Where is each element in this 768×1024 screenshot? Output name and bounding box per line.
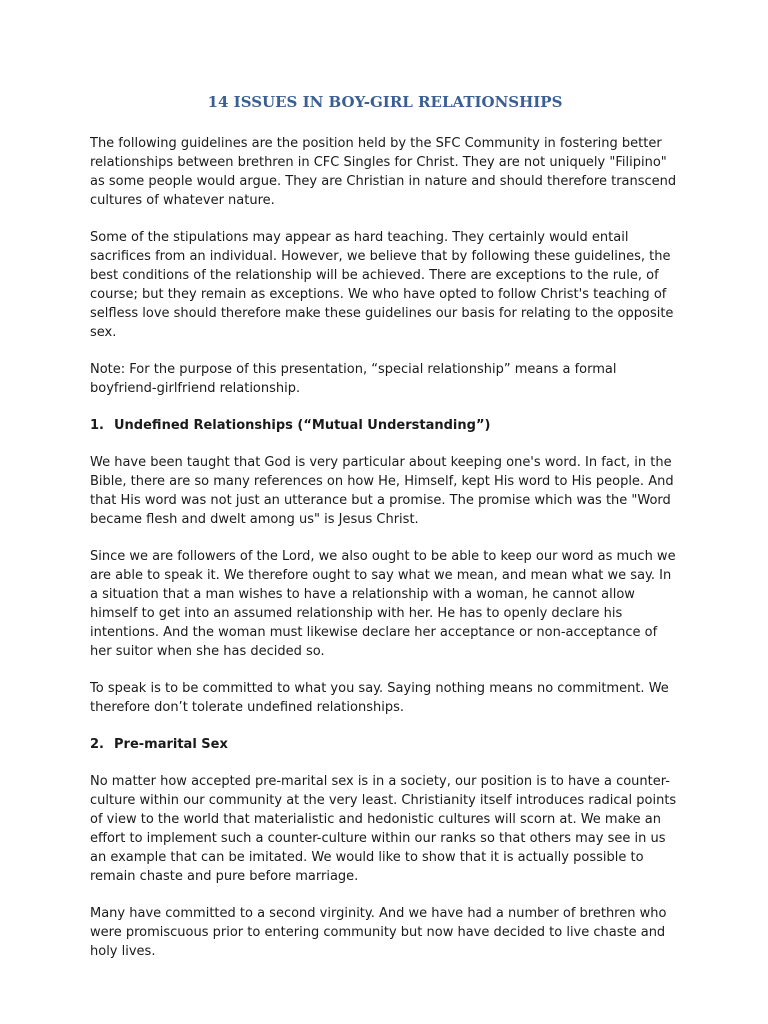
- intro-paragraph: The following guidelines are the position held by the SFC Community in fostering better relationships between brethren in CFC Singles for Christ. They are not uniquely "Filipino" as some people would argue. They are Christian in nature and should therefore transcend cultures of whatever nature.: [90, 136, 677, 208]
- document-page: [90, 92, 680, 979]
- intro-paragraph: Some of the stipulations may appear as hard teaching. They certainly would entail sacrifices from an individual. However, we believe that by following these guidelines, the best conditions of the relationship will be achieved. There are exceptions to the rule, of course; but they remain as exceptions. We who have opted to follow Christ's teaching of selfless love should therefore make these guidelines our basis for relating to the opposite sex.: [90, 230, 674, 340]
- section-number: 1.: [90, 418, 104, 433]
- section-paragraph: We have been taught that God is very particular about keeping one's word. In fact, in the Bible, there are so many references on how He, Himself, kept His word to His people. And that His word was not just an utterance but a promise. The promise which was the "Word became flesh and dwelt among us" is Jesus Christ.: [90, 455, 674, 527]
- section-title: Pre-marital Sex: [114, 737, 228, 752]
- section-number: 2.: [90, 737, 104, 752]
- document-title: 14 ISSUES IN BOY-GIRL RELATIONSHIPS: [207, 93, 563, 111]
- section-paragraph: Since we are followers of the Lord, we also ought to be able to keep our word as much we are able to speak it. We therefore ought to say what we mean, and mean what we say. In a situation that a man wishes to have a relationship with a woman, he cannot allow himself to get into an assumed relationship with her. He has to openly declare his intentions. And the woman must likewise declare her acceptance or non-acceptance of her suitor when she has decided so.: [90, 549, 676, 659]
- section-title: Undefined Relationships (“Mutual Understanding”): [114, 418, 491, 433]
- note-paragraph: Note: For the purpose of this presentation, “special relationship” means a formal boyfriend-girlfriend relationship.: [90, 362, 617, 396]
- section-paragraph: No matter how accepted pre-marital sex is in a society, our position is to have a counter-culture within our community at the very least. Christianity itself introduces radical points of view to the world that materialistic and hedonistic cultures will scorn at. We make an effort to implement such a counter-culture within our ranks so that others may see in us an example that can be imitated. We would like to show that it is actually possible to remain chaste and pure before marriage.: [90, 774, 677, 884]
- section-paragraph: To speak is to be committed to what you say. Saying nothing means no commitment. We therefore don’t tolerate undefined relationships.: [90, 681, 669, 715]
- section-paragraph: Many have committed to a second virginity. And we have had a number of brethren who were promiscuous prior to entering community but now have decided to live chaste and holy lives.: [90, 906, 667, 959]
- section-heading-pre-marital-sex: [90, 735, 680, 754]
- section-heading-undefined-relationships: [90, 416, 680, 435]
